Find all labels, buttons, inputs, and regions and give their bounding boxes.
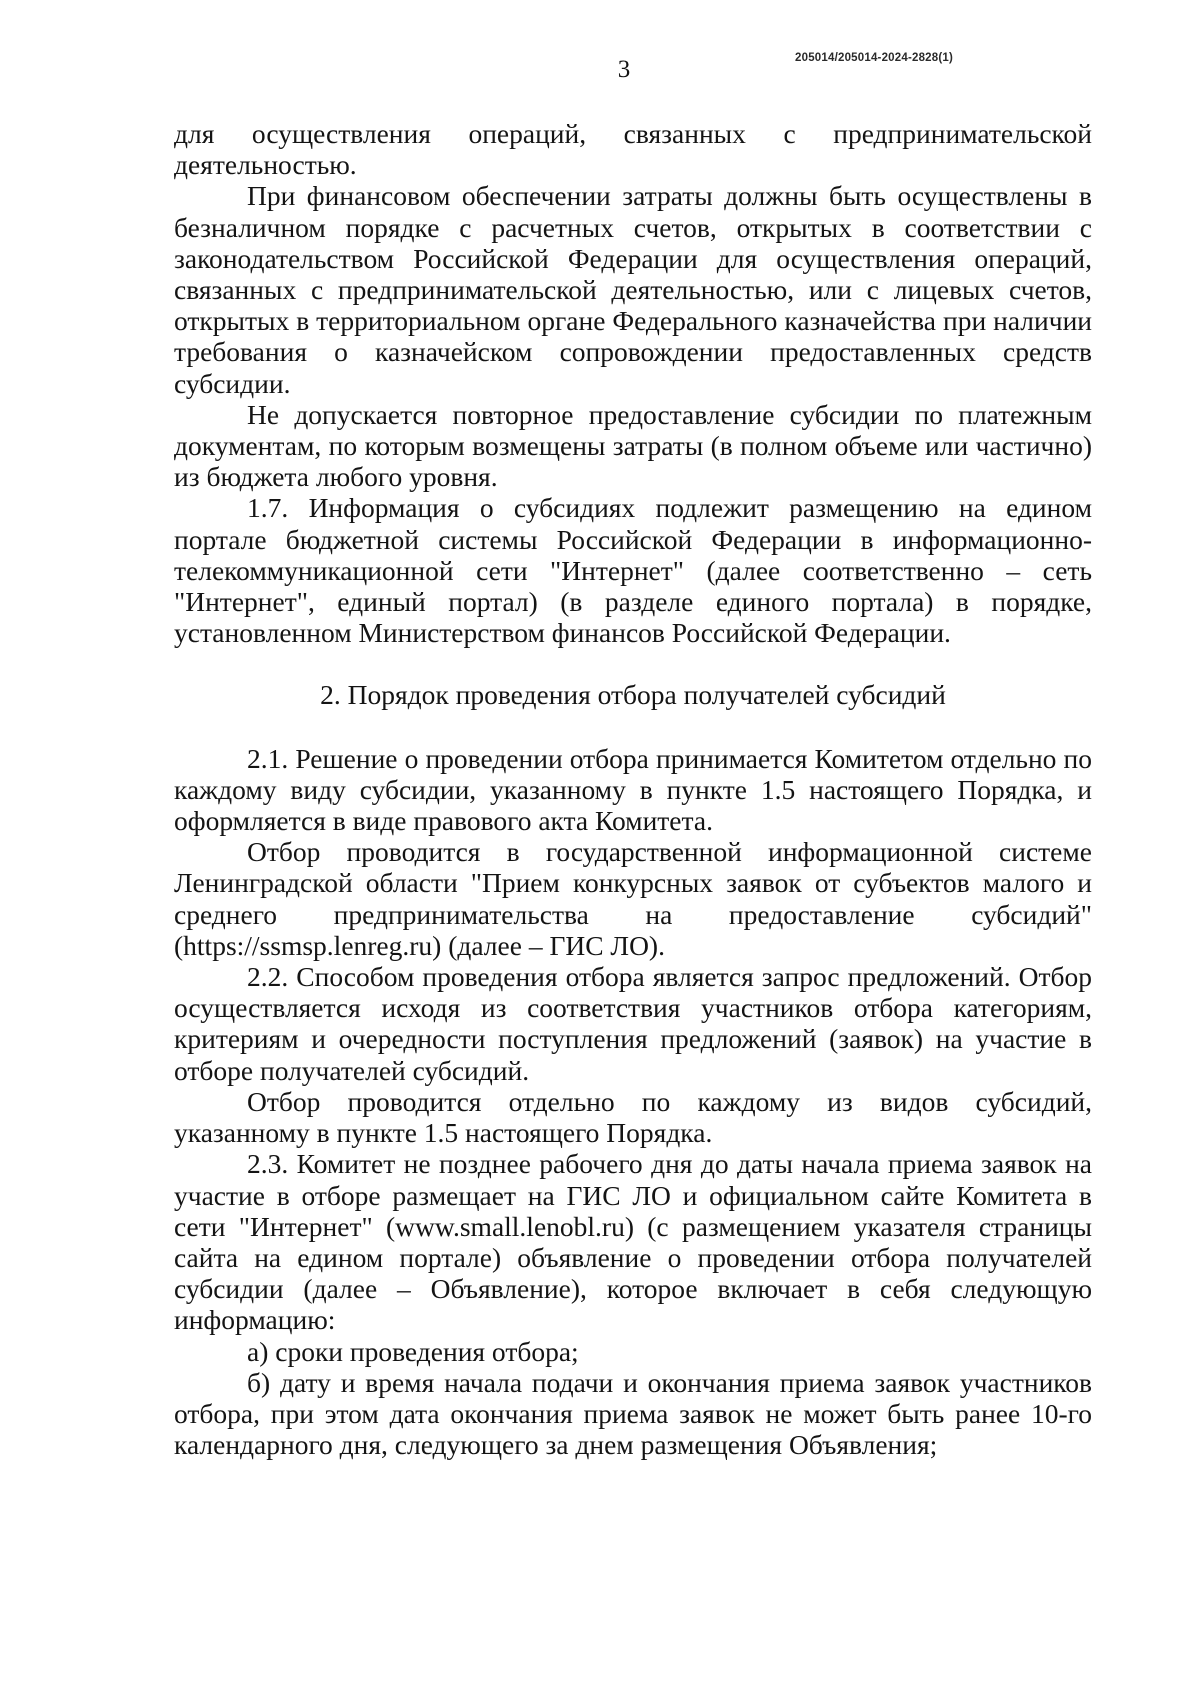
document-id: 205014/205014-2024-2828(1) — [795, 52, 954, 64]
paragraph-2-3: 2.3. Комитет не позднее рабочего дня до даты начала приема заявок на участие в отборе размещает на ГИС ЛО и официальном сайте Комитета в сети "Интернет" (www.small.lenobl.ru) (с размещением указателя страницы сайта на едином портале) объявление о проведении отбора получателей субсидии (далее – Объявление), которое включает в себя следующую информацию: — [174, 1148, 1092, 1336]
paragraph-no-repeat-subsidy: Не допускается повторное предоставление субсидии по платежным документам, по которым возмещены затраты (в полном объеме или частично) из бюджета любого уровня. — [174, 398, 1092, 493]
section-heading: 2. Порядок проведения отбора получателей субсидий — [320, 679, 946, 711]
list-item-a: а) сроки проведения отбора; — [247, 1335, 579, 1367]
paragraph-2-2: 2.2. Способом проведения отбора является запрос предложений. Отбор осуществляется исходя из соответствия участников отбора категориям, критериям и очередности поступления предложений (заявок) на участие в отборе получателей субсидий. — [174, 961, 1092, 1086]
page-number: 3 — [617, 56, 631, 83]
list-item-b: б) дату и время начала подачи и окончания приема заявок участников отбора, при этом дата окончания приема заявок не может быть ранее 10-го календарного дня, следующего за днем размещения Объявления; — [174, 1366, 1092, 1461]
paragraph-selection-by-type: Отбор проводится отдельно по каждому из видов субсидий, указанному в пункте 1.5 настоящего Порядка. — [174, 1085, 1092, 1149]
paragraph-continuation: для осуществления операций, связанных с предпринимательской деятельностью. — [174, 118, 1092, 181]
paragraph-cost-payment: При финансовом обеспечении затраты должны быть осуществлены в безналичном порядке с расчетных счетов, открытых в соответствии с законодательством Российской Федерации для осуществления операций, связанных с предпринимательской деятельностью, или с лицевых счетов, открытых в территориальном органе Федерального казначейства при наличии требования о казначейском сопровождении предоставленных средств субсидии. — [174, 180, 1092, 399]
paragraph-2-1: 2.1. Решение о проведении отбора принимается Комитетом отдельно по каждому виду субсидии, указанному в пункте 1.5 настоящего Порядка, и оформляется в виде правового акта Комитета. — [174, 742, 1092, 837]
paragraph-1-7: 1.7. Информация о субсидиях подлежит размещению на едином портале бюджетной системы Российской Федерации в информационно-телекоммуникационной сети "Интернет" (далее соответственно – сеть "Интернет", единый портал) (в разделе единого портала) в порядке, установленном Министерством финансов Российской Федерации. — [174, 492, 1092, 649]
paragraph-selection-system: Отбор проводится в государственной информационной системе Ленинградской области "Прием конкурсных заявок от субъектов малого и среднего предпринимательства на предоставление субсидий" (https://ssmsp.lenreg.ru) (далее – ГИС ЛО). — [174, 836, 1092, 961]
document-body — [174, 118, 1092, 1460]
